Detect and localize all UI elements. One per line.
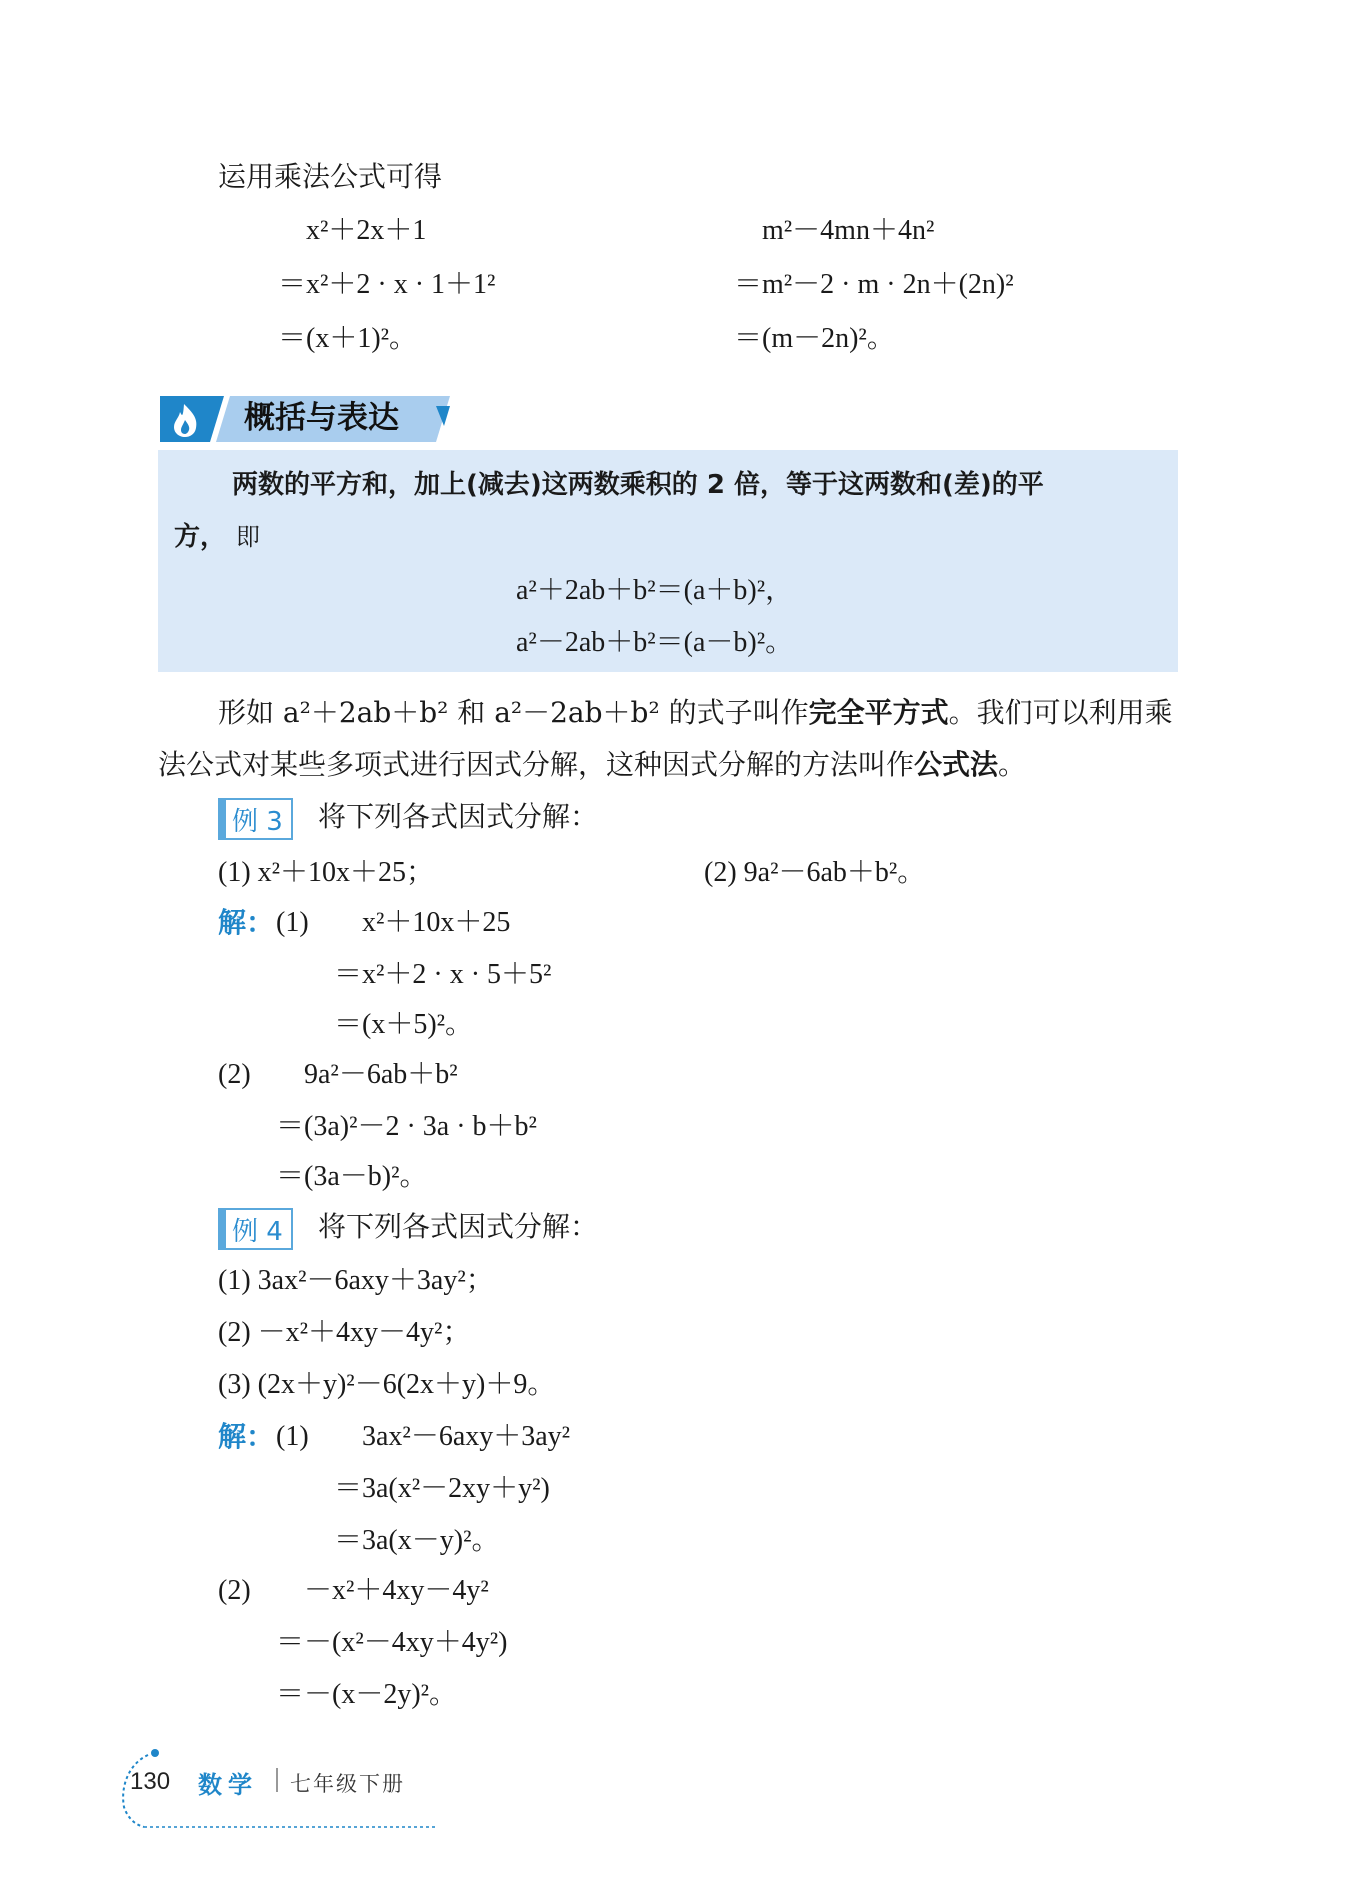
definition-line-1 (218, 696, 1173, 730)
solution-step: x²＋10x＋25 (362, 907, 511, 938)
term-perfect-square: 完全平方式 (808, 696, 949, 729)
solution-step: 3ax²－6axy＋3ay² (362, 1421, 571, 1452)
footer-divider (276, 1768, 278, 1792)
example-3-tag: 例 3 (218, 798, 293, 840)
summary-line-2: 方， (174, 522, 227, 552)
solution-step: ＝(3a－b)²。 (276, 1161, 428, 1192)
example-4-problem-3: (3) (2x＋y)²－6(2x＋y)＋9。 (218, 1369, 556, 1400)
solution-part-label: (1) (276, 907, 309, 938)
intro-left-line-2: ＝x²＋2 · x · 1＋1² (278, 269, 496, 300)
page-number: 130 (130, 1768, 171, 1795)
formula-sum-square: a²＋2ab＋b²＝(a＋b)²， (516, 575, 794, 606)
footer-grade: 七年级下册 (290, 1772, 405, 1796)
solution-step: ＝3a(x－y)²。 (334, 1525, 500, 1556)
formula-diff-square: a²－2ab＋b²＝(a－b)²。 (516, 627, 794, 658)
example-4-prompt: 将下列各式因式分解： (318, 1210, 599, 1243)
solution-step: －x²＋4xy－4y² (304, 1575, 489, 1606)
section-title: 概括与表达 (244, 400, 399, 436)
definition-text: 。 (998, 748, 1027, 781)
example-4-problem-2: (2) －x²＋4xy－4y²； (218, 1317, 471, 1348)
summary-line-1: 两数的平方和，加上(减去)这两数乘积的 2 倍，等于这两数和(差)的平 (232, 470, 1044, 500)
solution-label: 解： (218, 1420, 275, 1453)
solution-label: 解： (218, 906, 275, 939)
intro-text: 运用乘法公式可得 (218, 160, 443, 193)
solution-step: ＝－(x²－4xy＋4y²) (276, 1627, 508, 1658)
solution-step: 9a²－6ab＋b² (304, 1059, 458, 1090)
example-4-problem-1: (1) 3ax²－6axy＋3ay²； (218, 1265, 494, 1296)
term-formula-method: 公式法 (914, 748, 999, 781)
intro-right-line-1: m²－4mn＋4n² (762, 215, 935, 246)
definition-text: 法公式对某些多项式进行因式分解，这种因式分解的方法叫作 (158, 748, 915, 781)
solution-part-label: (2) (218, 1059, 251, 1090)
summary-line-2-tail: 即 (236, 523, 260, 551)
example-3-prompt: 将下列各式因式分解： (318, 800, 599, 833)
definition-text: 。我们可以利用乘 (948, 696, 1173, 729)
definition-text: 形如 a²＋2ab＋b² 和 a²－2ab＋b² 的式子叫作 (218, 696, 809, 729)
example-4-tag: 例 4 (218, 1208, 293, 1250)
solution-step: ＝3a(x²－2xy＋y²) (334, 1473, 550, 1504)
solution-step: ＝(3a)²－2 · 3a · b＋b² (276, 1111, 537, 1142)
solution-step: ＝x²＋2 · x · 5＋5² (334, 959, 552, 990)
intro-left-line-1: x²＋2x＋1 (306, 215, 427, 246)
solution-step: ＝(x＋5)²。 (334, 1009, 474, 1040)
example-3-problem-2: (2) 9a²－6ab＋b²。 (704, 857, 926, 888)
solution-part-label: (2) (218, 1575, 251, 1606)
intro-right-line-2: ＝m²－2 · m · 2n＋(2n)² (734, 269, 1014, 300)
solution-part-label: (1) (276, 1421, 309, 1452)
intro-left-line-3: ＝(x＋1)²。 (278, 323, 418, 354)
solution-step: ＝－(x－2y)²。 (276, 1679, 458, 1710)
definition-line-2 (158, 748, 1026, 782)
footer-subject: 数学 (198, 1771, 258, 1799)
example-3-problem-1: (1) x²＋10x＋25； (218, 857, 435, 888)
intro-right-line-3: ＝(m－2n)²。 (734, 323, 895, 354)
